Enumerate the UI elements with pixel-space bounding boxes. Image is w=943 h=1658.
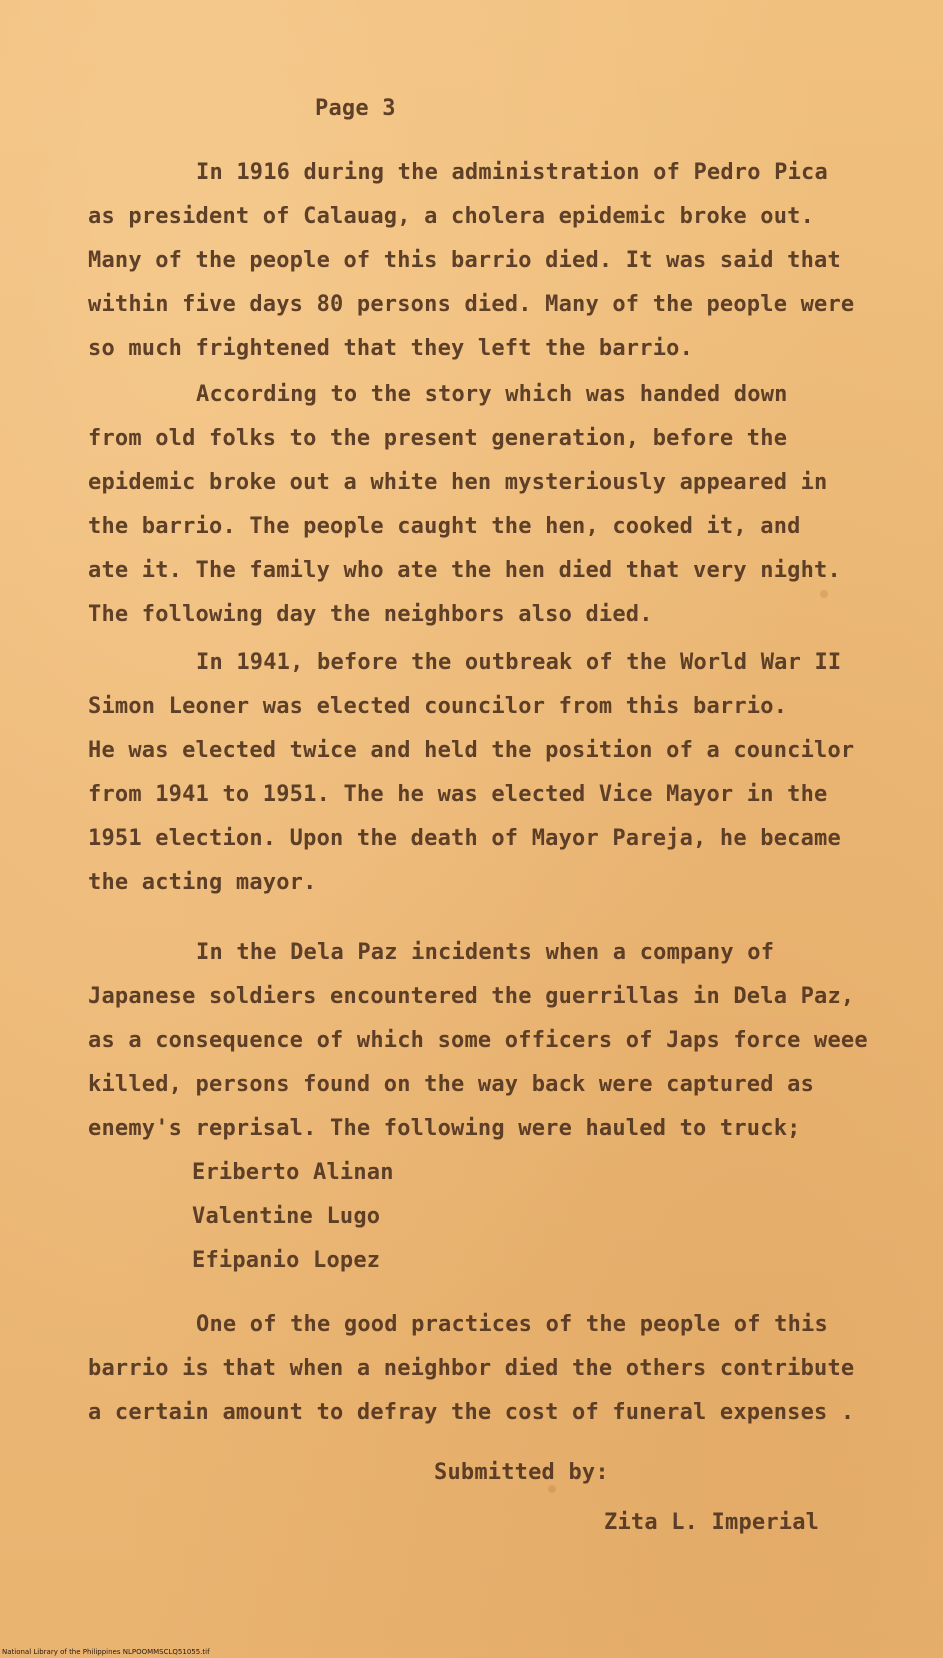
name-list-item: Efipanio Lopez (192, 1248, 381, 1273)
paper-stain (820, 590, 828, 598)
paragraph-3-line: He was elected twice and held the position of a councilor (88, 738, 855, 763)
paragraph-1-line: so much frightened that they left the barrio. (88, 336, 694, 361)
paragraph-2-line: The following day the neighbors also died. (88, 602, 653, 627)
paragraph-2-line: epidemic broke out a white hen mysteriously appeared in (88, 470, 828, 495)
submitted-label: Submitted by: (434, 1460, 609, 1485)
paragraph-2-line: According to the story which was handed down (196, 382, 788, 407)
paragraph-1-line: within five days 80 persons died. Many of the people were (88, 292, 855, 317)
paragraph-3-line: Simon Leoner was elected councilor from this barrio. (88, 694, 788, 719)
paragraph-4-line: killed, persons found on the way back were captured as (88, 1072, 815, 1097)
paragraph-4-line: In the Dela Paz incidents when a company of (196, 940, 775, 965)
paragraph-3-line: the acting mayor. (88, 870, 317, 895)
paragraph-2-line: ate it. The family who ate the hen died that very night. (88, 558, 841, 583)
paragraph-3-line: from 1941 to 1951. The he was elected Vice Mayor in the (88, 782, 828, 807)
paragraph-1-line: In 1916 during the administration of Pedro Pica (196, 160, 828, 185)
paragraph-5-line: a certain amount to defray the cost of funeral expenses . (88, 1400, 855, 1425)
paper-stain (548, 1485, 556, 1493)
name-list-item: Eriberto Alinan (192, 1160, 394, 1185)
archive-footer: National Library of the Philippines NLPOOMMSCLQ51055.tif (2, 1648, 210, 1656)
paragraph-2-line: the barrio. The people caught the hen, cooked it, and (88, 514, 801, 539)
page-header: Page 3 (315, 96, 396, 121)
paragraph-3-line: In 1941, before the outbreak of the World War II (196, 650, 842, 675)
name-list-item: Valentine Lugo (192, 1204, 381, 1229)
paragraph-4-line: Japanese soldiers encountered the guerrillas in Dela Paz, (88, 984, 855, 1009)
paragraph-1-line: as president of Calauag, a cholera epidemic broke out. (88, 204, 815, 229)
paragraph-4-line: enemy's reprisal. The following were hauled to truck; (88, 1116, 801, 1141)
paragraph-2-line: from old folks to the present generation, before the (88, 426, 788, 451)
paragraph-3-line: 1951 election. Upon the death of Mayor Pareja, he became (88, 826, 841, 851)
paragraph-5-line: One of the good practices of the people of this (196, 1312, 828, 1337)
paragraph-1-line: Many of the people of this barrio died. It was said that (88, 248, 841, 273)
submitted-name: Zita L. Imperial (604, 1510, 820, 1535)
paragraph-5-line: barrio is that when a neighbor died the others contribute (88, 1356, 855, 1381)
paragraph-4-line: as a consequence of which some officers of Japs force weee (88, 1028, 868, 1053)
